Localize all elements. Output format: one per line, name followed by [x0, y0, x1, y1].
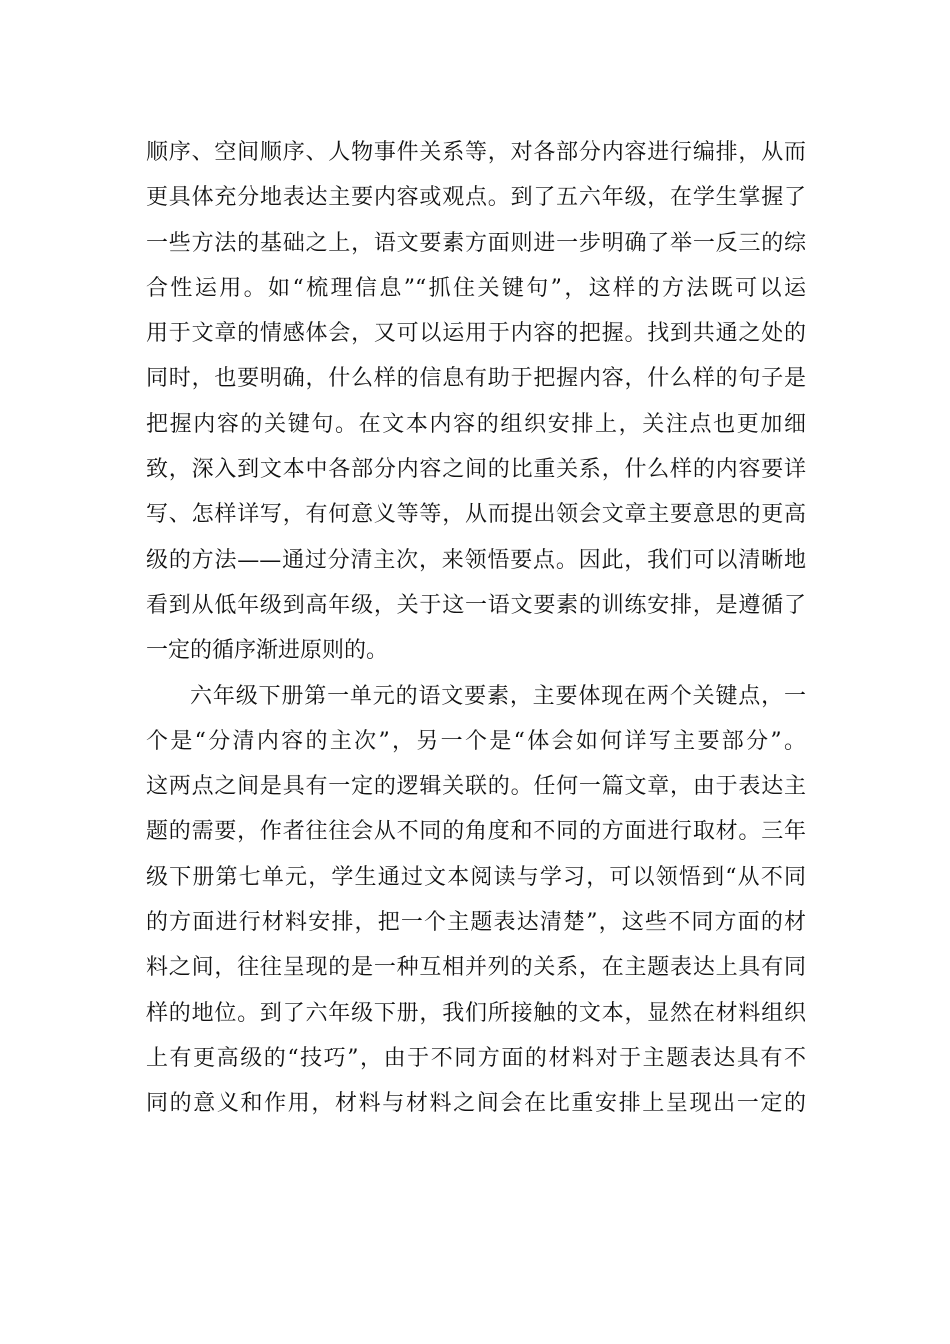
- text-line: 六年级下册第一单元的语文要素，主要体现在两个关键点，一: [190, 683, 806, 709]
- text-line: 题的需要，作者往往会从不同的角度和不同的方面进行取材。三年: [146, 819, 806, 845]
- text-line: 合性运用。如“梳理信息”“抓住关键句”，这样的方法既可以运: [146, 275, 806, 301]
- text-line: 同时，也要明确，什么样的信息有助于把握内容，什么样的句子是: [146, 366, 806, 392]
- text-line: 级的方法——通过分清主次，来领悟要点。因此，我们可以清晰地: [146, 547, 806, 573]
- text-line: 用于文章的情感体会，又可以运用于内容的把握。找到共通之处的: [146, 321, 806, 347]
- text-line: 写、怎样详写，有何意义等等，从而提出领会文章主要意思的更高: [146, 502, 806, 528]
- text-line: 样的地位。到了六年级下册，我们所接触的文本，显然在材料组织: [146, 1000, 806, 1026]
- text-line: 同的意义和作用，材料与材料之间会在比重安排上呈现出一定的: [146, 1091, 806, 1117]
- text-line: 一些方法的基础之上，语文要素方面则进一步明确了举一反三的综: [146, 230, 806, 256]
- text-line: 的方面进行材料安排，把一个主题表达清楚”，这些不同方面的材: [146, 910, 806, 936]
- text-line: 看到从低年级到高年级，关于这一语文要素的训练安排，是遵循了: [146, 592, 806, 618]
- text-line: 一定的循序渐进原则的。: [146, 638, 389, 664]
- text-line: 更具体充分地表达主要内容或观点。到了五六年级，在学生掌握了: [146, 185, 806, 211]
- body-text: [146, 130, 806, 1127]
- text-line: 料之间，往往呈现的是一种互相并列的关系，在主题表达上具有同: [146, 955, 806, 981]
- text-line: 上有更高级的“技巧”，由于不同方面的材料对于主题表达具有不: [146, 1045, 806, 1071]
- text-line: 把握内容的关键句。在文本内容的组织安排上，关注点也更加细: [146, 411, 806, 437]
- text-line: 级下册第七单元，学生通过文本阅读与学习，可以领悟到“从不同: [146, 864, 806, 890]
- text-line: 个是“分清内容的主次”，另一个是“体会如何详写主要部分”。: [146, 728, 806, 754]
- text-line: 顺序、空间顺序、人物事件关系等，对各部分内容进行编排，从而: [146, 140, 806, 165]
- text-line: 这两点之间是具有一定的逻辑关联的。任何一篇文章，由于表达主: [146, 774, 806, 800]
- text-line: 致，深入到文本中各部分内容之间的比重关系，什么样的内容要详: [146, 457, 806, 483]
